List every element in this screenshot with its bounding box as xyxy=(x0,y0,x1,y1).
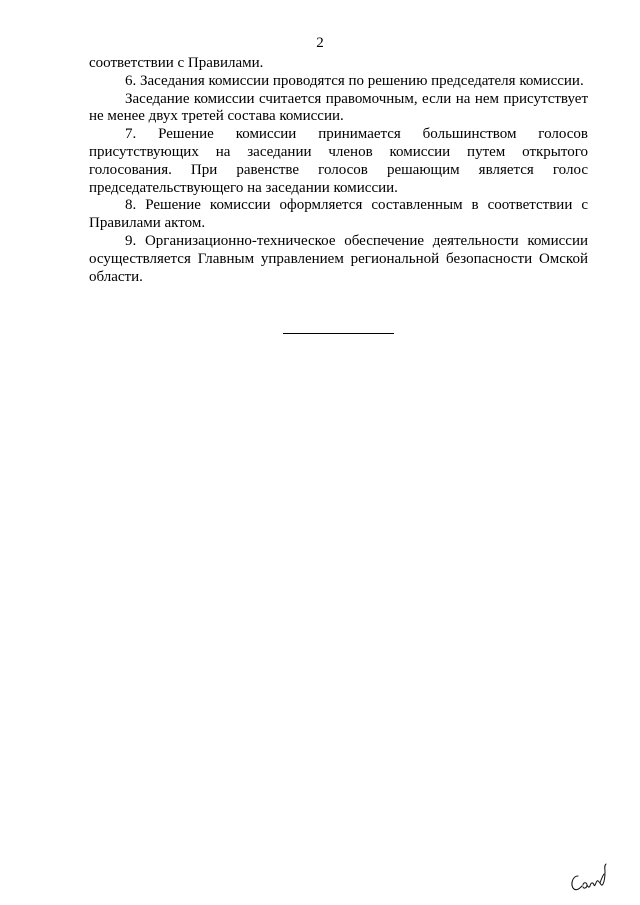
document-body xyxy=(89,55,588,286)
paragraph-item-8: 8. Решение комиссии оформляется составленным в соответствии с Правилами актом. xyxy=(89,197,588,232)
paragraph-item-6: 6. Заседания комиссии проводятся по решению председателя комиссии. xyxy=(125,72,584,89)
end-of-document-rule xyxy=(283,333,394,334)
paragraph-quorum: Заседание комиссии считается правомочным, если на нем присутствует не менее двух третей состава комиссии. xyxy=(89,90,588,125)
paragraph-item-9: 9. Организационно-техническое обеспечение деятельности комиссии осуществляется Главным управлением региональной безопасности Омской области. xyxy=(89,232,588,285)
page-number: 2 xyxy=(316,35,324,51)
handwritten-signature xyxy=(568,858,618,898)
paragraph-continuation: соответствии с Правилами. xyxy=(89,55,264,71)
paragraph-item-7: 7. Решение комиссии принимается большинством голосов присутствующих на заседании членов комиссии путем открытого голосования. При равенстве голосов решающим является голос председательствующего на заседании комиссии. xyxy=(89,126,588,196)
